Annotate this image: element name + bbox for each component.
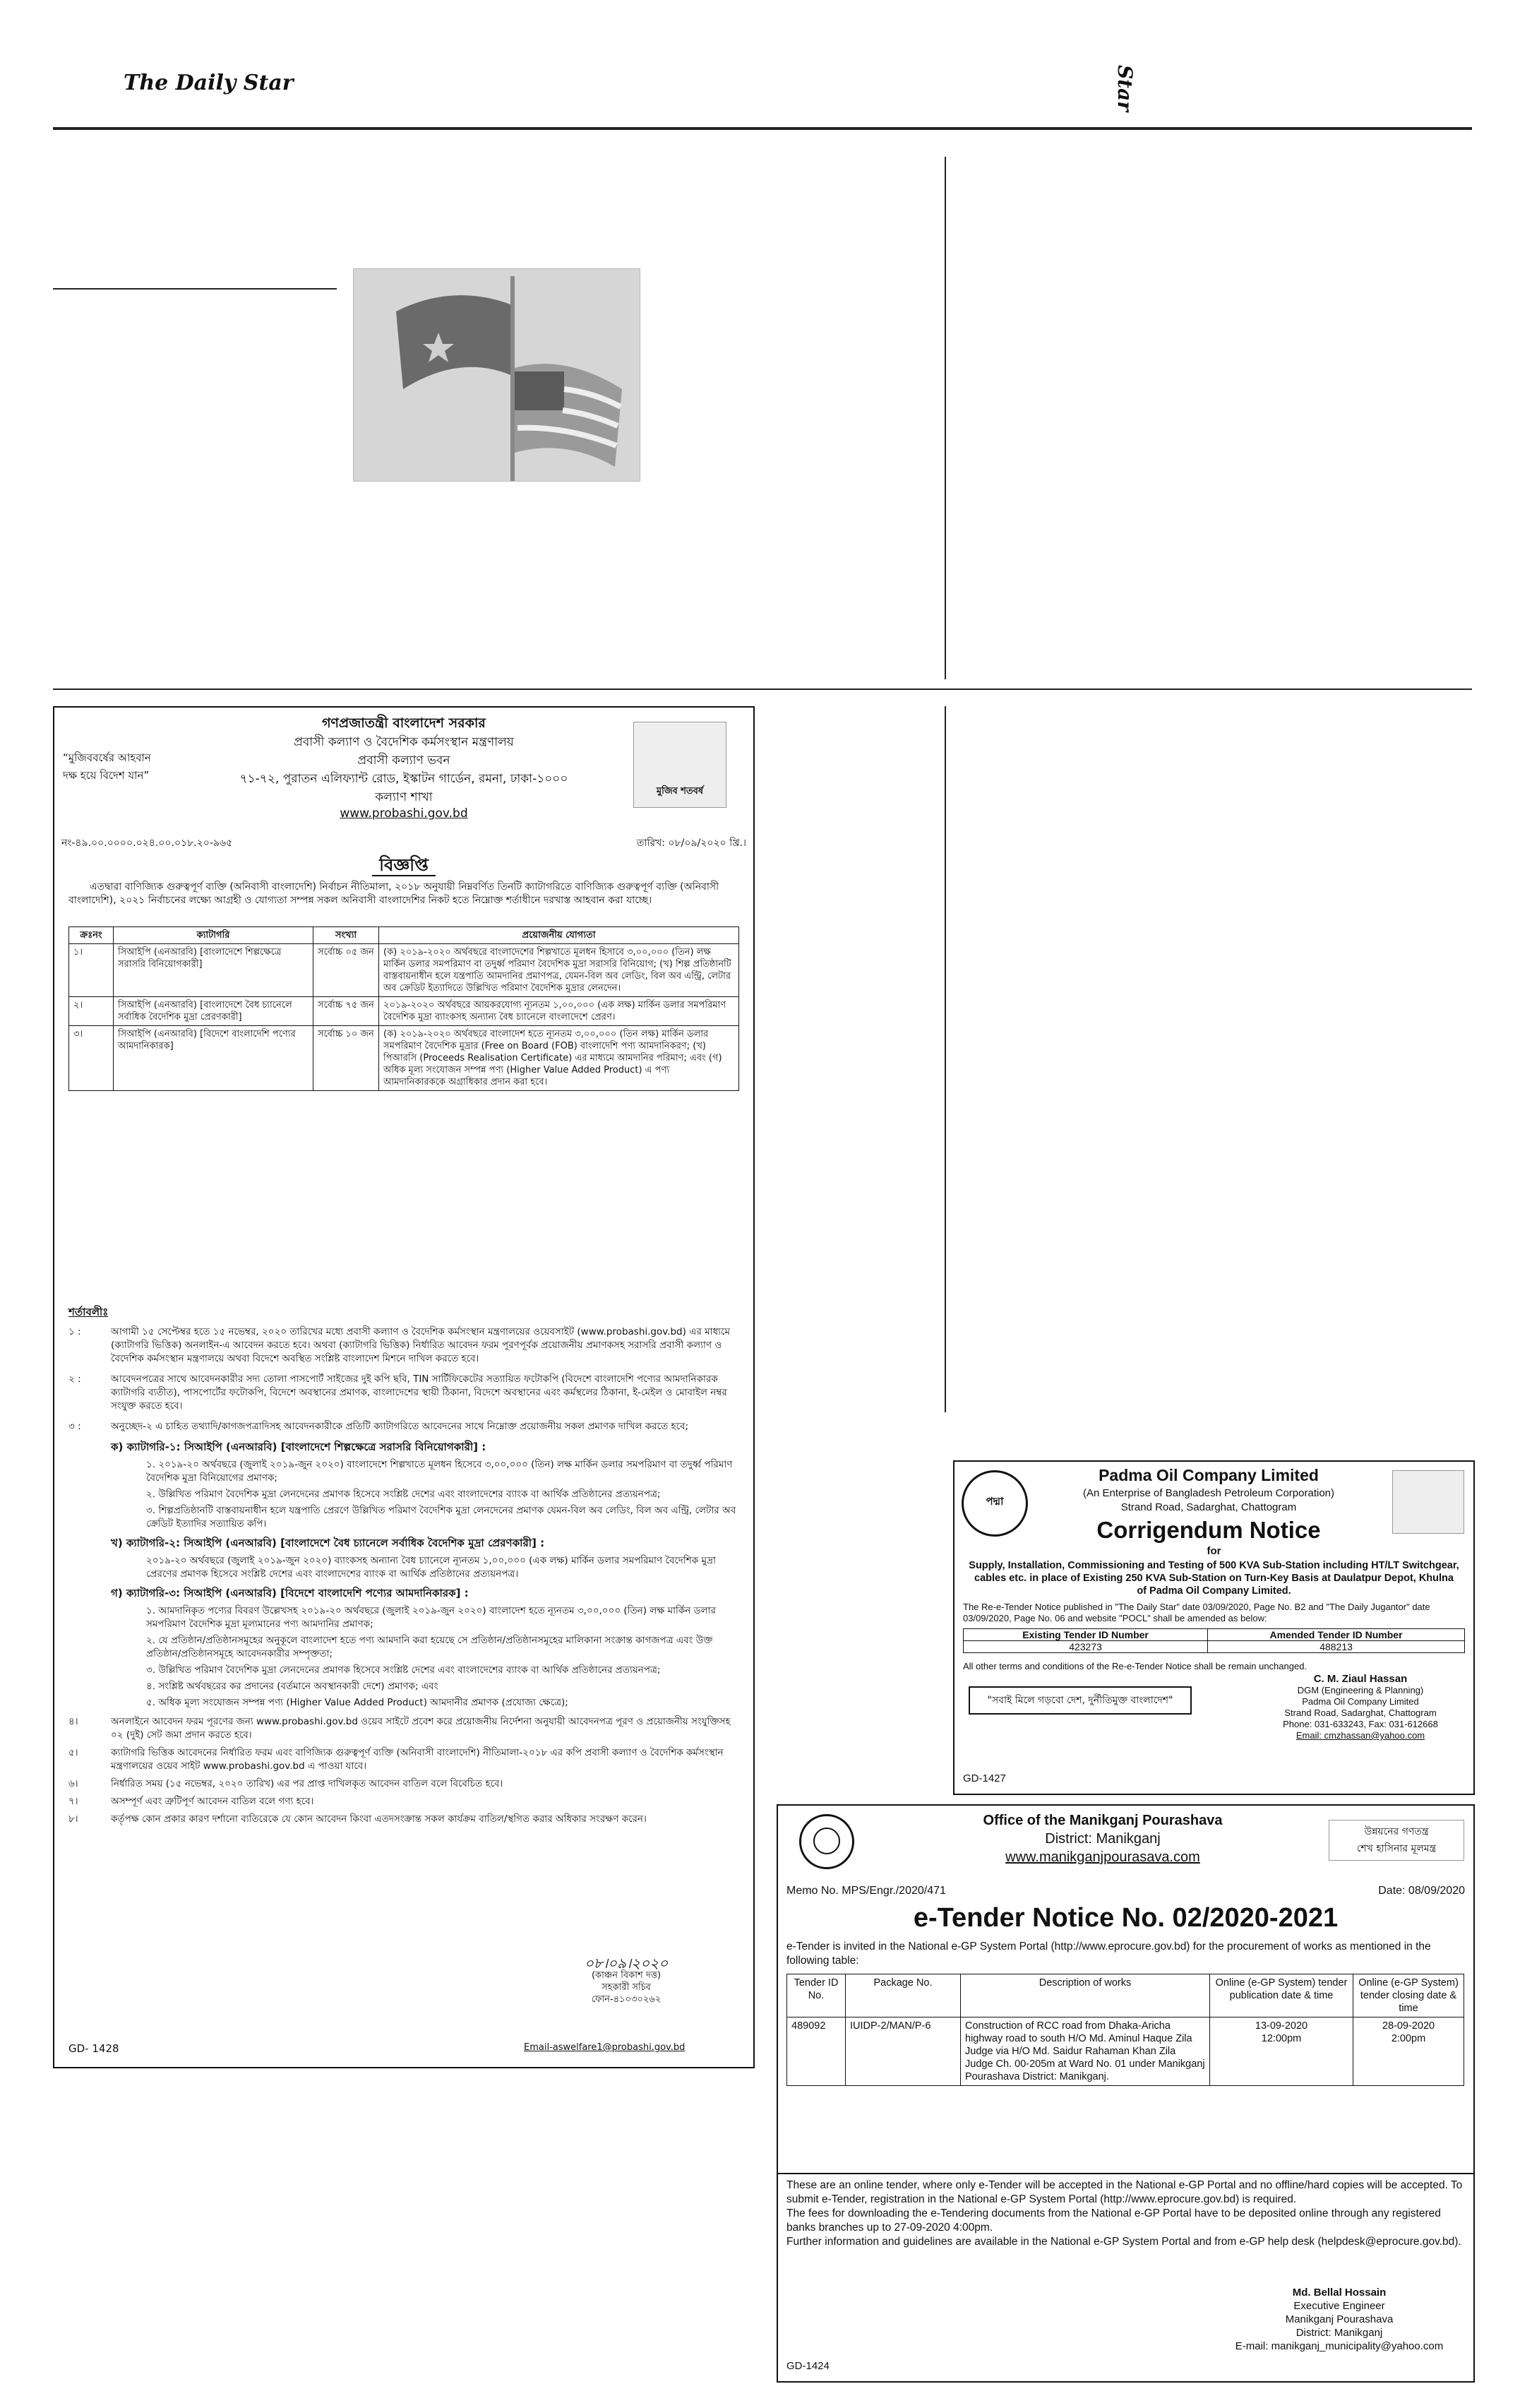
table-row: [69, 997, 739, 1026]
term-text: কর্তৃপক্ষ কোন প্রকার কারণ দর্শানো ব্যতিরেকে যে কোন আবেদন কিংবা এতদসংক্রান্ত সকল কার্যক্রম বাতিল/স্থগিত করার অধিকার সংরক্ষণ করেন।: [111, 1813, 647, 1825]
row-criteria: (ক) ২০১৯-২০২০ অর্থবছরে বাংলাদেশের শিল্পখাতে মূলধন হিসাবে ৩,০০,০০০ (তিন) লক্ষ মার্কিন ডলার সমপরিমাণ বা তদুর্ধ্ব পরিমাণ বৈদেশিক মুদ্রা সরাসরি বিনিয়োগ; (খ) শিল্প প্রতিষ্ঠানটি বাস্তবায়নাধীন হলে যন্ত্রপাতি আমদানির প্রমাণপত্র, যেমন-বিল অব লেডিং, বিল অব এন্ট্রি, লেটার অব ক্রেডিট ইত্যাদিতে উল্লিখিত পরিমাণ বৈদেশিক মুদ্রার লেনদেন।: [379, 944, 739, 997]
term-item: [68, 1813, 739, 1826]
signer-name: C. M. Ziaul Hassan: [1313, 1673, 1408, 1685]
masthead-logo: The Daily Star: [124, 71, 294, 95]
term-item: [68, 1746, 739, 1773]
ministry-website[interactable]: www.probashi.gov.bd: [340, 806, 468, 821]
etender-title: e-Tender Notice No. 02/2020-2021: [913, 1903, 1339, 1933]
row-criteria: (ক) ২০১৯-২০২০ অর্থবছরে বাংলাদেশ হতে ন্যূনতম ৩,০০,০০০ (তিন লক্ষ) মার্কিন ডলার সমপরিমাণ বৈদেশিক মুদ্রার (Free on Board (FOB) বাংলাদেশি পণ্য আমদানিকরণ; (খ) পিআরসি (Proceeds Realisation Certificate) এর মাধ্যমে আমদানির পরিমাণ; এবং (গ) অধিক মূল্য সংযোজন সম্পন্ন পণ্য (Higher Value Added Product) এ পণ্য আমদানিকারককে অগ্রাধিকার প্রদান করা হবে।: [379, 1026, 739, 1091]
manikganj-notice: [777, 1804, 1475, 2383]
publication-date: 13-09-2020: [1255, 2020, 1308, 2032]
category-2-text: ২০১৯-২০ অর্থবছরে (জুলাই ২০১৯-জুন ২০২০) ব্যাংকসহ অন্যান্য বৈধ চ্যানেলে ন্যূনতম ১,০০,০০০ (এক লক্ষ) মার্কিন ডলার সমপরিমাণ বৈদেশিক মুদ্রা প্রেরণের প্রমাণক হিসেবে সংশ্লিষ্ট দেশের এবং বাংলাদেশের ব্যাংক বা আর্থিক প্রতিষ্ঠানের প্রত্যয়নপত্র।: [146, 1555, 716, 1580]
signer-email[interactable]: Email: cmzhassan@yahoo.com: [1295, 1730, 1425, 1741]
closing-date: 28-09-2020: [1382, 2020, 1435, 2032]
term-item: [68, 1373, 739, 1413]
category-1-item: ২. উল্লিখিত পরিমাণ বৈদেশিক মুদ্রা লেনদেনের প্রমাণক হিসেবে সংশ্লিষ্ট দেশের এবং বাংলাদেশের ব্যাংক বা আর্থিক প্রতিষ্ঠানের প্রত্যয়নপত্র;: [146, 1489, 661, 1500]
term-text: অনলাইনে আবেদন ফরম পূরণের জন্য www.probashi.gov.bd ওয়েব সাইটে প্রবেশ করে প্রয়োজনীয় নির্দেশনা অনুযায়ী আবেদনপত্র পূরণ ও প্রয়োজনীয় সংযুক্তিসহ ০২ (দুই) সেট জমা প্রদান করতে হবে।: [111, 1716, 731, 1741]
row-count: সর্বোচ্চ ১০ জন: [313, 1026, 379, 1091]
category-3-item: ৫. অধিক মূল্য সংযোজন সম্পন্ন পণ্য (Higher Value Added Product) আমদানীর প্রমাণক (প্রযোজ্য ক্ষেত্রে);: [146, 1697, 568, 1708]
category-1-item: ৩. শিল্পপ্রতিষ্ঠানটি বাস্তবায়নাধীন হলে যন্ত্রপাতি প্রেরণে উল্লিখিত পরিমাণ বৈদেশিক মুদ্রা লেনদেনের প্রমাণক যেমন-বিল অব লেডিং, বিল অব এন্ট্রি, লেটার অব ক্রেডিট ইত্যাদির সত্যায়িত কপি।: [146, 1505, 736, 1530]
probashi-notice: [53, 706, 755, 2068]
category-3-item: ২. যে প্রতিষ্ঠান/প্রতিষ্ঠানসমূহের অনুকূলে বাংলাদেশ হতে পণ্য আমদানি করা হয়েছে সে প্রতিষ্ঠান/প্রতিষ্ঠানসমূহের মালিকানা সংক্রান্ত কাগজপত্র এবং উক্ত প্রতিষ্ঠান/প্রতিষ্ঠানসমূহে আবেদনকারীর সম্পৃক্ততা;: [146, 1635, 713, 1659]
development-slogan: উন্নয়নের গণতন্ত্র শেখ হাসিনার মূলমন্ত্র: [1329, 1820, 1464, 1861]
etender-intro: e-Tender is invited in the National e-GP System Portal (http://www.eprocure.gov.bd) for the procurement of works as mentioned in the following table:: [786, 1941, 1431, 1967]
th-amended-id: Amended Tender ID Number: [1208, 1629, 1465, 1641]
existing-tender-id: 423273: [964, 1641, 1208, 1653]
term-number: ৭।: [68, 1796, 78, 1807]
column-rule-bottom: [945, 706, 946, 1412]
term-text: অসম্পূর্ণ এবং ত্রুটিপূর্ণ আবেদন বাতিল বলে গণ্য হবে।: [111, 1796, 314, 1807]
signer-title: DGM (Engineering & Planning): [1297, 1685, 1424, 1695]
signature: ০৮।০৯।২০২০: [584, 1955, 669, 1972]
manikganj-signature: [1216, 2286, 1463, 2353]
signature-block: [549, 1957, 704, 2005]
top-rule: [53, 127, 1472, 130]
term-item: [68, 1420, 739, 1434]
table-row: [69, 1026, 739, 1091]
flags-image: [354, 269, 640, 481]
row-serial: ৩।: [69, 1026, 114, 1091]
notice-date: Date: 08/09/2020: [1378, 1885, 1465, 1897]
padma-notice: [953, 1460, 1475, 1795]
category-3-item: ৪. সংশ্লিষ্ট অর্থবছরের কর প্রদানের (বর্তমানে অবস্থানকারী দেশে) প্রমাণক; এবং: [146, 1681, 438, 1692]
company-subtitle: (An Enterprise of Bangladesh Petroleum Corporation): [1082, 1487, 1335, 1499]
notice-date: তারিখ: ০৮/০৯/২০২০ খ্রি.।: [636, 838, 746, 849]
term-number: ১ :: [68, 1326, 81, 1337]
table-row: [787, 2017, 1464, 2086]
corrigendum-title: Corrigendum Notice: [1096, 1517, 1321, 1543]
signer-title: Executive Engineer: [1293, 2300, 1385, 2312]
middle-rule: [53, 689, 1472, 690]
pourashava-website[interactable]: www.manikganjpourasava.com: [1005, 1849, 1200, 1865]
tender-description: Supply, Installation, Commissioning and Testing of 500 KVA Sub-Station including HT/LT Switchgear, cables etc. in place of Existing 250 KVA Sub-Station on Turn-Key Basis at Daulatpur Depot, Khulna of Padma Oil Company Limited.: [969, 1560, 1459, 1597]
etender-notes: [786, 2178, 1464, 2249]
mujib-logo-text: মুজিব শতবর্ষ: [656, 786, 704, 797]
note-item: These are an online tender, where only e-Tender will be accepted in the National e-GP Portal and no offline/hard copies will be accepted. To submit e-Tender, registration in the National e-GP System Portal (http://www.eprocure.gov.bd) is required.: [786, 2179, 1463, 2205]
gd-number: GD- 1428: [68, 2042, 119, 2055]
note-item: The fees for downloading the e-Tendering documents from the National e-GP Portal have to be deposited online through any registered banks branches up to 27-09-2020 4:00pm.: [786, 2207, 1441, 2234]
for-text: for: [1207, 1545, 1221, 1557]
signer-address: Strand Road, Sadarghat, Chattogram: [1284, 1707, 1437, 1718]
etender-table: [786, 1974, 1464, 2086]
term-number: ৬।: [68, 1778, 78, 1789]
tender-id: 489092: [787, 2017, 846, 2086]
row-category: সিআইপি (এনআরবি) [বিদেশে বাংলাদেশি পণ্যের আমদানিকারক]: [114, 1026, 313, 1091]
gd-number: GD-1424: [786, 2360, 830, 2372]
note-item: Further information and guidelines are available in the National e-GP System Portal and from e-GP help desk (helpdesk@eprocure.gov.bd).: [786, 2236, 1461, 2248]
term-item: [68, 1777, 739, 1791]
district-name: District: Manikganj: [1045, 1831, 1161, 1847]
signer-name: Md. Bellal Hossain: [1292, 2287, 1387, 2299]
signer-phone: Phone: 031-633243, Fax: 031-612668: [1283, 1719, 1438, 1729]
row-count: সর্বোচ্চ ০৫ জন: [313, 944, 379, 997]
company-name: Padma Oil Company Limited: [1099, 1466, 1319, 1484]
term-item: [68, 1795, 739, 1808]
term-text: অনুচ্ছেদ-২ এ চাহিত তথ্যাদি/কাগজপত্রাদিসহ আবেদনকারীকে প্রতিটি ক্যাটাগরিতে আবেদনের সাথে নিম্নোক্ত প্রয়োজনীয় সকল প্রমাণক দাখিল করতে হবে;: [111, 1421, 689, 1432]
short-rule: [53, 288, 337, 290]
category-table: [68, 926, 739, 1091]
emblem-icon: [813, 1828, 840, 1854]
signer-name: (কাঞ্চন বিকাশ দত্ত): [591, 1970, 662, 1981]
row-serial: ১।: [69, 944, 114, 997]
publication-time: 12:00pm: [1261, 2033, 1302, 2044]
signer-district: District: Manikganj: [1295, 2327, 1383, 2339]
etender-table-wrap: [786, 1974, 1464, 2086]
term-number: ৫।: [68, 1747, 78, 1758]
term-text: ক্যাটাগরি ভিত্তিক আবেদনের নির্ধারিত ফরম এবং বাণিজ্যিক গুরুত্বপূর্ণ ব্যক্তি (অনিবাসী বাংলাদেশি) নীতিমালা-২০১৮ এর কপি প্রবাসী কল্যাণ ও বৈদেশিক কর্মসংস্থান মন্ত্রণালয়ের ওয়েব সাইট www.probashi.gov.bd এ পাওয়া যাবে।: [111, 1747, 724, 1772]
padma-slogan: "সবাই মিলে গড়বো দেশ, দুর্নীতিমুক্ত বাংলাদেশ": [969, 1686, 1192, 1715]
govt-title: গণপ্রজাতন্ত্রী বাংলাদেশ সরকার: [322, 715, 486, 731]
branch-name: কল্যাণ শাখা: [375, 790, 433, 804]
signer-email[interactable]: E-mail: manikganj_municipality@yahoo.com: [1235, 2340, 1444, 2352]
term-text: আবেদনপত্রের সাথে আবেদনকারীর সদ্য তোলা পাসপোর্ট সাইজের দুই কপি ছবি, TIN সার্টিফিকেটের সত্যায়িত ফটোকপি (বিদেশে বাংলাদেশি পণ্যের আমদানিকারক ক্যাটাগরি ব্যতীত), পাসপোর্টের ফটোকপি, বিদেশে অবস্থানের প্রমাণক, বাংলাদেশের স্থায়ী ঠিকানা, বিদেশে অবস্থানের এবং কর্মস্থলের ঠিকানা, ই-মেইল ও মোবাইল নম্বর সংযুক্ত করতে হবে।: [111, 1373, 727, 1412]
category-table-wrap: [68, 926, 739, 1091]
signer-title: সহকারী সচিব: [602, 1982, 651, 1993]
category-3-heading: গ) ক্যাটাগরি-৩: সিআইপি (এনআরবি) [বিদেশে বাংলাদেশি পণ্যের আমদানিকারক] :: [111, 1587, 469, 1599]
ministry-name: প্রবাসী কল্যাণ ও বৈদেশিক কর্মসংস্থান মন্ত্রণালয়: [294, 735, 514, 749]
th-criteria: প্রয়োজনীয় যোগ্যতা: [379, 927, 739, 944]
pourashava-logo: [799, 1814, 854, 1869]
company-address: Strand Road, Sadarghat, Chattogram: [1120, 1501, 1297, 1513]
term-number: ৩ :: [68, 1421, 81, 1432]
term-item: [68, 1715, 739, 1742]
th-publication: Online (e-GP System) tender publication date & time: [1210, 1974, 1353, 2017]
column-rule-top: [945, 157, 946, 679]
th-serial: ক্রঃনং: [69, 927, 114, 944]
bhaban-name: প্রবাসী কল্যাণ ভবন: [357, 753, 450, 768]
notes-rule: [778, 2173, 1473, 2174]
publication-cell: [1210, 2017, 1353, 2086]
category-1-heading: ক) ক্যাটাগরি-১: সিআইপি (এনআরবি) [বাংলাদেশে শিল্পক্ষেত্রে সরাসরি বিনিয়োগকারী] :: [111, 1441, 486, 1453]
th-category: ক্যাটাগরি: [114, 927, 313, 944]
padma-logo-text: পদ্মা: [986, 1495, 1004, 1508]
corrigendum-body: The Re-e-Tender Notice published in "The Daily Star" date 03/09/2020, Page No. B2 and "The Daily Jugantor" date 03/09/2020, Page No. 06 and website "POCL" shall be amended as below:: [963, 1602, 1430, 1623]
term-number: ৮।: [68, 1813, 78, 1825]
th-package: Package No.: [846, 1974, 961, 2017]
signer-email[interactable]: Email-aswelfare1@probashi.gov.bd: [524, 2042, 686, 2053]
mujib-logo: [1392, 1470, 1464, 1534]
row-category: সিআইপি (এনআরবি) [বাংলাদেশে বৈধ চ্যানেলে সর্বাধিক বৈদেশিক মুদ্রা প্রেরণকারী]: [114, 997, 313, 1026]
row-serial: ২।: [69, 997, 114, 1026]
th-tender-id: Tender ID No.: [787, 1974, 846, 2017]
term-text: নির্ধারিত সময় (১৫ নভেম্বর, ২০২০ তারিখ) এর পর প্রাপ্ত দাখিলকৃত আবেদন বাতিল বলে বিবেচিত হবে।: [111, 1778, 503, 1789]
mujib-logo: [633, 722, 726, 808]
th-description: Description of works: [961, 1974, 1210, 2017]
row-category: সিআইপি (এনআরবি) [বাংলাদেশে শিল্পক্ষেত্রে সরাসরি বিনিয়োগকারী]: [114, 944, 313, 997]
th-closing: Online (e-GP System) tender closing date & time: [1353, 1974, 1464, 2017]
memo-number: Memo No. MPS/Engr./2020/471: [786, 1885, 946, 1897]
amended-tender-id: 488213: [1208, 1641, 1465, 1653]
th-count: সংখ্যা: [313, 927, 379, 944]
masthead-star: Star: [1113, 65, 1137, 112]
signer-org: Padma Oil Company Limited: [1302, 1696, 1419, 1707]
term-text: আগামী ১৫ সেপ্টেম্বর হতে ১৫ নভেম্বর, ২০২০ তারিখের মধ্যে প্রবাসী কল্যাণ ও বৈদেশিক কর্মসংস্থান মন্ত্রণালয়ের ওয়েবসাইট (www.probashi.gov.bd) এর মাধ্যমে (ক্যাটাগরি ভিত্তিক) অনলাইন-এ আবেদন করতে হবে। অথবা (ক্যাটাগরি ভিত্তিক) নির্ধারিত আবেদন ফরম পূরণপূর্বক প্রয়োজনীয় প্রমাণকসহ সরাসরি প্রবাসী কল্যাণ ও বৈদেশিক কর্মসংস্থান মন্ত্রণালয়ে অথবা বিদেশে অবস্থিত সংশ্লিষ্ট বাংলাদেশ মিশনে দাখিল করতে হবে।: [111, 1326, 730, 1364]
mujib-slogan: “মুজিববর্ষের আহবান দক্ষ হয়ে বিদেশ যান”: [63, 751, 151, 782]
th-existing-id: Existing Tender ID Number: [964, 1629, 1208, 1641]
category-3-item: ১. আমদানিকৃত পণ্যের বিবরণ উল্লেখসহ ২০১৯-২০ অর্থবছরে (জুলাই ২০১৯-জুন ২০২০) বাংলাদেশ হতে ন্যূনতম ৩,০০,০০০ (তিন) লক্ষ মার্কিন ডলার সমপরিমাণ বৈদেশিক মুদ্রা মূল্যমানের পণ্য আমদানির প্রমাণক;: [146, 1605, 716, 1630]
term-item: [68, 1325, 739, 1366]
padma-signature: [1258, 1674, 1463, 1741]
office-name: Office of the Manikganj Pourashava: [983, 1813, 1223, 1828]
category-1-item: ১. ২০১৯-২০ অর্থবছরে (জুলাই ২০১৯-জুন ২০২০) বাংলাদেশে শিল্পখাতে মূলধন হিসেবে ৩,০০,০০০ (তিন) লক্ষ মার্কিন ডলার সমপরিমাণ বা তদুর্ধ্ব পরিমাণ বৈদেশিক মুদ্রা বিনিয়োগের প্রমাণক;: [146, 1459, 733, 1484]
category-3-item: ৩. উল্লিখিত পরিমাণ বৈদেশিক মুদ্রা লেনদেনের প্রমাণক হিসেবে সংশ্লিষ্ট দেশের এবং বাংলাদেশের ব্যাংক বা আর্থিক প্রতিষ্ঠানের প্রত্যয়নপত্র;: [146, 1664, 661, 1676]
row-criteria: ২০১৯-২০২০ অর্থবছরে আয়করযোগ্য ন্যূনতম ১,০০,০০০ (এক লক্ষ) মার্কিন ডলার সমপরিমাণ বৈদেশিক মুদ্রা ব্যাংকসহ অন্যান্য বৈধ চ্যানেলে বাংলাদেশে প্রেরণ।: [379, 997, 739, 1026]
package-no: IUIDP-2/MAN/P-6: [846, 2017, 961, 2086]
term-number: ৪।: [68, 1716, 78, 1727]
signer-org: Manikganj Pourashava: [1285, 2313, 1394, 2325]
terms-list: [68, 1325, 739, 1830]
terms-title: শর্তাবলীঃ: [68, 1306, 109, 1318]
closing-cell: [1353, 2017, 1464, 2086]
remain-text: All other terms and conditions of the Re-e-Tender Notice shall be remain unchanged.: [963, 1661, 1307, 1671]
work-description: Construction of RCC road from Dhaka-Aricha highway road to south H/O Md. Aminul Haque Zila Judge via H/O Md. Saidur Rahaman Khan Zila Judge Ch. 00-205m at Ward No. 01 under Manikganj Pourashava District: Manikganj.: [961, 2017, 1210, 2086]
tender-id-table-wrap: [963, 1628, 1465, 1653]
flags-photo: [353, 268, 640, 482]
table-row: [69, 944, 739, 997]
term-number: ২ :: [68, 1373, 81, 1385]
notice-title: বিজ্ঞপ্তি: [372, 855, 436, 876]
memo-number: নং-৪৯.০০.০০০০.০২৪.০০.০১৮.২০-৯৬৫: [61, 838, 233, 849]
row-count: সর্বোচ্চ ৭৫ জন: [313, 997, 379, 1026]
gd-number: GD-1427: [963, 1772, 1006, 1784]
closing-time: 2:00pm: [1391, 2033, 1426, 2044]
notice-intro: এতদ্বারা বাণিজ্যিক গুরুত্বপূর্ণ ব্যক্তি (অনিবাসী বাংলাদেশি) নির্বাচন নীতিমালা, ২০১৮ অনুযায়ী নিম্নবর্ণিত তিনটি ক্যাটাগরিতে বাণিজ্যিক গুরুত্বপূর্ণ ব্যক্তি (অনিবাসী বাংলাদেশি), ২০২১ নির্বাচনের লক্ষ্যে আগ্রহী ও যোগ্যতা সম্পন্ন সকল অনিবাসী বাংলাদেশির নিকট হতে নিম্নোক্ত শর্তাধীনে দরখাস্ত আহবান করা যাচ্ছে।: [68, 881, 719, 906]
ministry-address: ৭১-৭২, পুরাতন এলিফ্যান্ট রোড, ইস্কাটন গার্ডেন, রমনা, ঢাকা-১০০০: [239, 772, 568, 786]
signer-phone: ফোন-৪১০৩০২৬২: [591, 1994, 662, 2005]
padma-logo: [962, 1470, 1028, 1537]
tender-id-table: [963, 1628, 1465, 1653]
category-2-heading: খ) ক্যাটাগরি-২: সিআইপি (এনআরবি) [বাংলাদেশে বৈধ চ্যানেলে সর্বাধিক বৈদেশিক মুদ্রা প্রেরণকারী] :: [111, 1537, 545, 1549]
